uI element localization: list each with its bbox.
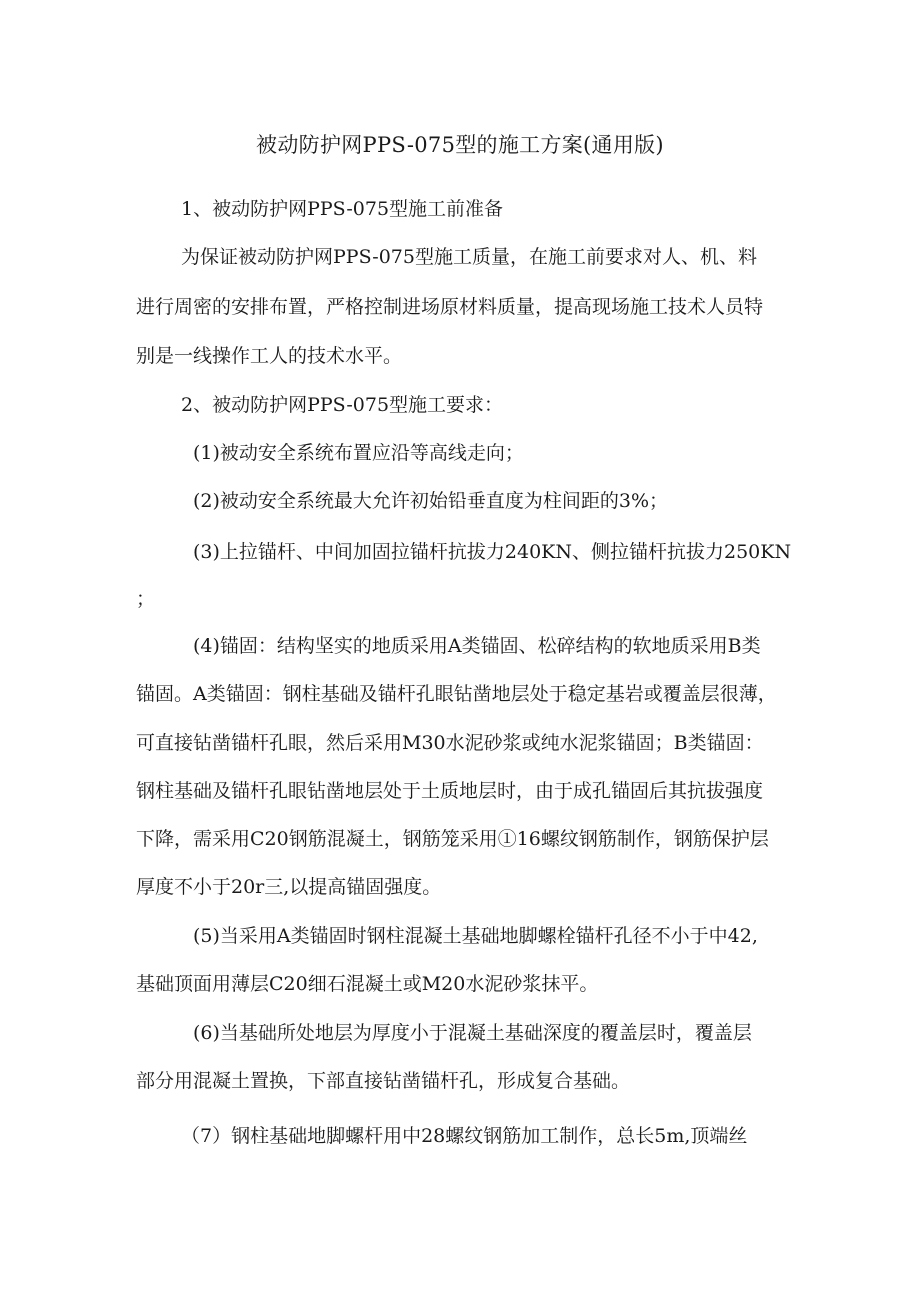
paragraph-line: 厚度不小于20r三,以提高锚固强度。 bbox=[136, 876, 442, 898]
paragraph-line: 可直接钻凿锚杆孔眼，然后采用M30水泥砂浆或纯水泥浆锚固；B类锚固： bbox=[136, 732, 764, 754]
paragraph-line: 下降，需采用C20钢筋混凝土，钢筋笼采用①16螺纹钢筋制作，钢筋保护层 bbox=[136, 828, 769, 850]
document-title: 被动防护网PPS-075型的施工方案(通用版) bbox=[256, 133, 664, 157]
list-item: (6)当基础所处地层为厚度小于混凝土基础深度的覆盖层时，覆盖层 bbox=[193, 1022, 752, 1044]
paragraph-line: 基础顶面用薄层C20细石混凝土或M20水泥砂浆抹平。 bbox=[136, 973, 599, 995]
paragraph-line: 进行周密的安排布置，严格控制进场原材料质量，提高现场施工技术人员特 bbox=[136, 296, 764, 318]
paragraph-line: 别是一线操作工人的技术水平。 bbox=[136, 345, 403, 367]
section-heading-1: 1、被动防护网PPS-075型施工前准备 bbox=[181, 198, 504, 220]
section-heading-2: 2、被动防护网PPS-075型施工要求： bbox=[181, 394, 504, 416]
list-item: (4)锚固：结构坚实的地质采用A类锚固、松碎结构的软地质采用B类 bbox=[193, 635, 761, 657]
paragraph-line: ； bbox=[136, 588, 156, 610]
paragraph-line: 锚固。A类锚固：钢柱基础及锚杆孔眼钻凿地层处于稳定基岩或覆盖层很薄， bbox=[136, 683, 777, 705]
list-item: (2)被动安全系统最大允许初始铅垂直度为柱间距的3%； bbox=[193, 490, 669, 512]
list-item: （7）钢柱基础地脚螺杆用中28螺纹钢筋加工制作，总长5m,顶端丝 bbox=[181, 1125, 748, 1147]
list-item: (3)上拉锚杆、中间加固拉锚杆抗拔力240KN、侧拉锚杆抗拔力250KN bbox=[193, 541, 792, 563]
paragraph-line: 部分用混凝土置换，下部直接钻凿锚杆孔，形成复合基础。 bbox=[136, 1070, 631, 1092]
list-item: (5)当采用A类锚固时钢柱混凝土基础地脚螺栓锚杆孔径不小于中42, bbox=[193, 925, 758, 947]
paragraph-line: 钢柱基础及锚杆孔眼钻凿地层处于土质地层时，由于成孔锚固后其抗拔强度 bbox=[136, 780, 764, 802]
paragraph-line: 为保证被动防护网PPS-075型施工质量，在施工前要求对人、机、料 bbox=[181, 246, 757, 268]
list-item: (1)被动安全系统布置应沿等高线走向； bbox=[193, 442, 524, 464]
